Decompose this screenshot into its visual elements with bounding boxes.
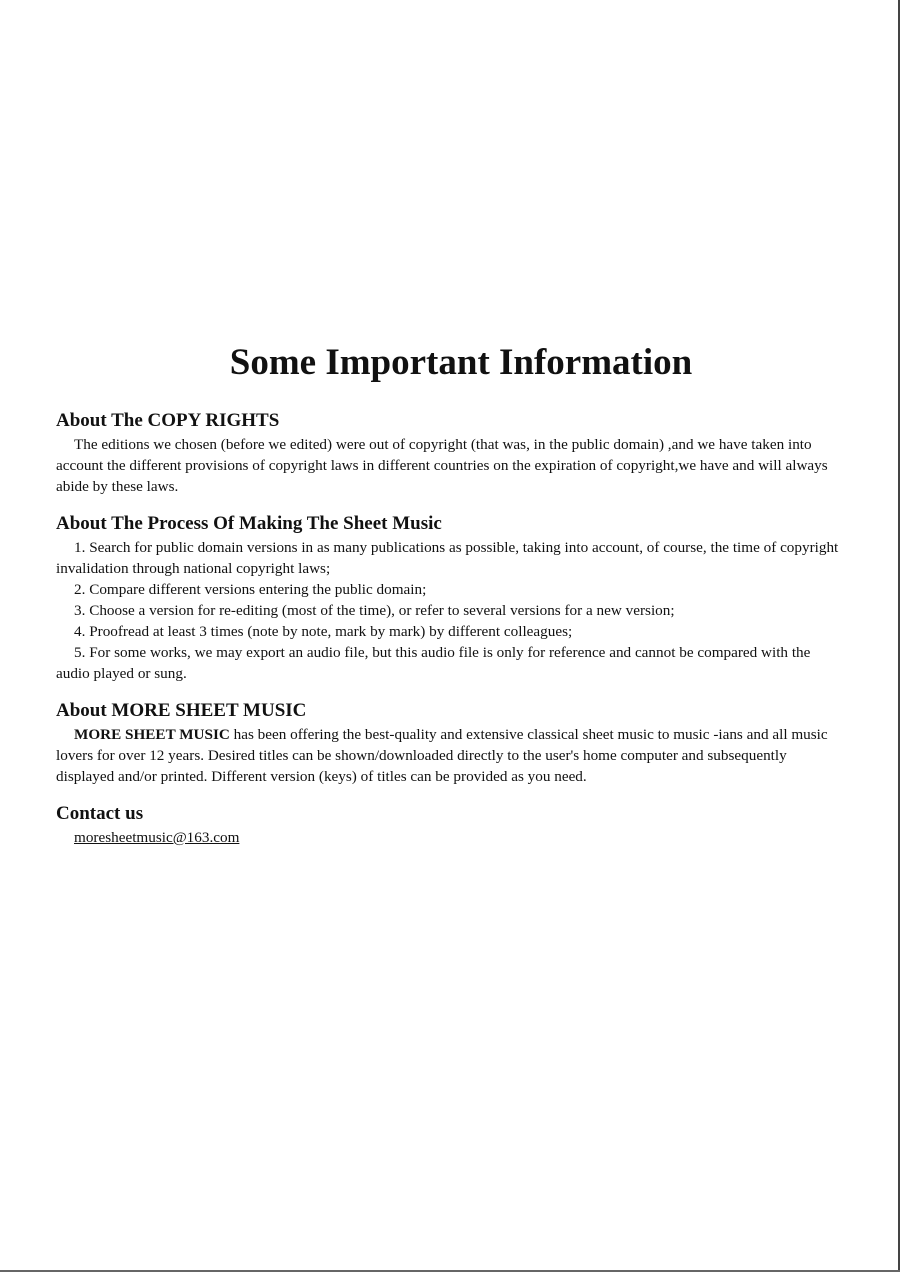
document-body	[56, 340, 846, 862]
contact-email-link[interactable]: moresheetmusic@163.com	[74, 829, 240, 846]
copyright-heading: About The COPY RIGHTS	[56, 410, 280, 431]
process-step-4: 4. Proofread at least 3 times (note by note, mark by mark) by different colleagues;	[74, 623, 573, 640]
process-step-1: 1. Search for public domain versions in as many publications as possible, taking into account, of course, the time of copyright invalidation through national copyright laws;	[56, 539, 839, 577]
brand-name: MORE SHEET MUSIC	[74, 726, 230, 743]
process-step-5: 5. For some works, we may export an audio file, but this audio file is only for reference and cannot be compared with the audio played or sung.	[56, 644, 811, 682]
contact-heading: Contact us	[56, 803, 144, 824]
contact-section	[56, 801, 846, 848]
copyright-text: The editions we chosen (before we edited) were out of copyright (that was, in the public domain) ,and we have taken into account the different provisions of copyright laws in different countries on the expiration of copyright,we have and will always abide by these laws.	[56, 436, 828, 495]
about-text	[56, 724, 846, 787]
process-step-3: 3. Choose a version for re-editing (most of the time), or refer to several versions for a new version;	[74, 602, 675, 619]
about-description: has been offering the best-quality and extensive classical sheet music to music -ians and all music lovers for over 12 years. Desired titles can be shown/downloaded directly to the user's home computer and subsequently displayed and/or printed. Different version (keys) of titles can be provided as you need.	[56, 726, 828, 785]
process-section	[56, 511, 846, 684]
copyright-section	[56, 408, 846, 497]
process-heading: About The Process Of Making The Sheet Music	[56, 513, 442, 534]
about-section	[56, 698, 846, 787]
process-step-2: 2. Compare different versions entering the public domain;	[74, 581, 427, 598]
page-title: Some Important Information	[229, 342, 693, 383]
about-heading: About MORE SHEET MUSIC	[56, 700, 307, 721]
